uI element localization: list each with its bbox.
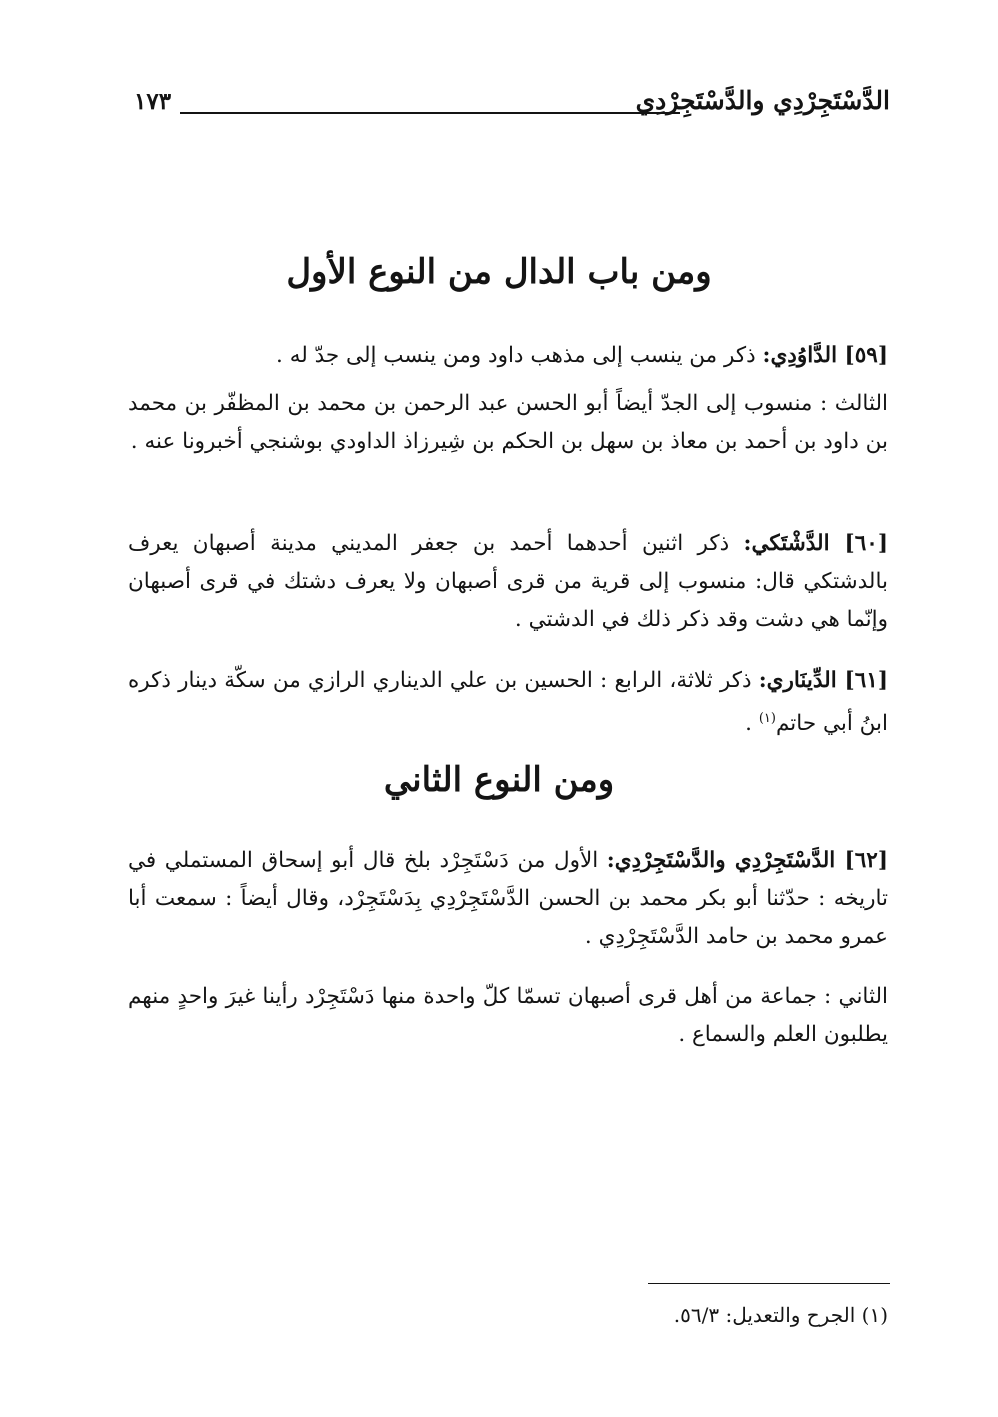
entry-text: ذكر ثلاثة، الرابع : الحسين بن علي الديناري الرازي من سكّة دينار ذكره ابنُ أبي حاتم xyxy=(128,668,888,737)
entry-text: الأول من دَسْتَجِرْد بلخ قال أبو إسحاق المستملي في تاريخه : حدّثنا أبو بكر محمد بن الحسن الدَّسْتَجِرْدِي بِدَسْتَجِرْد، وقال أيضاً : سمعت أبا عمرو محمد بن حامد الدَّسْتَجِرْدِي . xyxy=(128,848,888,949)
entry-62 xyxy=(128,842,888,956)
entry-text: الثاني : جماعة من أهل قرى أصبهان تسمّا كلّ واحدة منها دَسْتَجِرْد رأينا غيرَ واحدٍ منهم يطلبون العلم والسماع . xyxy=(128,984,888,1047)
entry-60 xyxy=(128,525,888,639)
header-rule xyxy=(180,112,680,114)
section-heading-first-type: ومن باب الدال من النوع الأول xyxy=(286,252,712,292)
entry-61 xyxy=(128,662,888,743)
entry-text-end: . xyxy=(745,711,759,737)
entry-number-title: [٥٩] الدَّاوُدِي: xyxy=(762,343,888,368)
entry-59-third xyxy=(128,385,888,461)
entry-text: الثالث : منسوب إلى الجدّ أيضاً أبو الحسن عبد الرحمن بن محمد بن المظفّر بن محمد بن داود بن أحمد بن معاذ بن سهل بن الحكم بن شِيرزاذ الداودي بوشنجي أخبرونا عنه . xyxy=(128,391,888,454)
entry-62-second xyxy=(128,978,888,1054)
footnote-reference: (١) xyxy=(758,711,776,726)
entry-number-title: [٦٠] الدَّشْتَكي: xyxy=(743,531,888,556)
section-heading-second-type: ومن النوع الثاني xyxy=(383,760,615,800)
entry-59 xyxy=(128,337,888,375)
page-number: ١٧٣ xyxy=(134,88,172,115)
entry-number-title: [٦٢] الدَّسْتَجِرْدِي والدَّسْتَجِرْدِي: xyxy=(606,848,888,873)
footnote-rule xyxy=(648,1283,890,1284)
running-title: الدَّسْتَجِرْدِي والدَّسْتَجِرْدِي xyxy=(635,86,890,115)
entry-text: ذكر من ينسب إلى مذهب داود ومن ينسب إلى جدّ له . xyxy=(276,343,756,368)
entry-number-title: [٦١] الدِّينَاري: xyxy=(758,668,888,693)
entry-text: ذكر اثنين أحدهما أحمد بن جعفر المديني مدينة أصبهان يعرف بالدشتكي قال: منسوب إلى قرية من قرى أصبهان ولا يعرف دشتك في قرى أصبهان وإنّما هي دشت وقد ذكر ذلك في الدشتي . xyxy=(128,531,888,632)
footnote: (١) الجرح والتعديل: ٥٦/٣. xyxy=(673,1303,888,1327)
